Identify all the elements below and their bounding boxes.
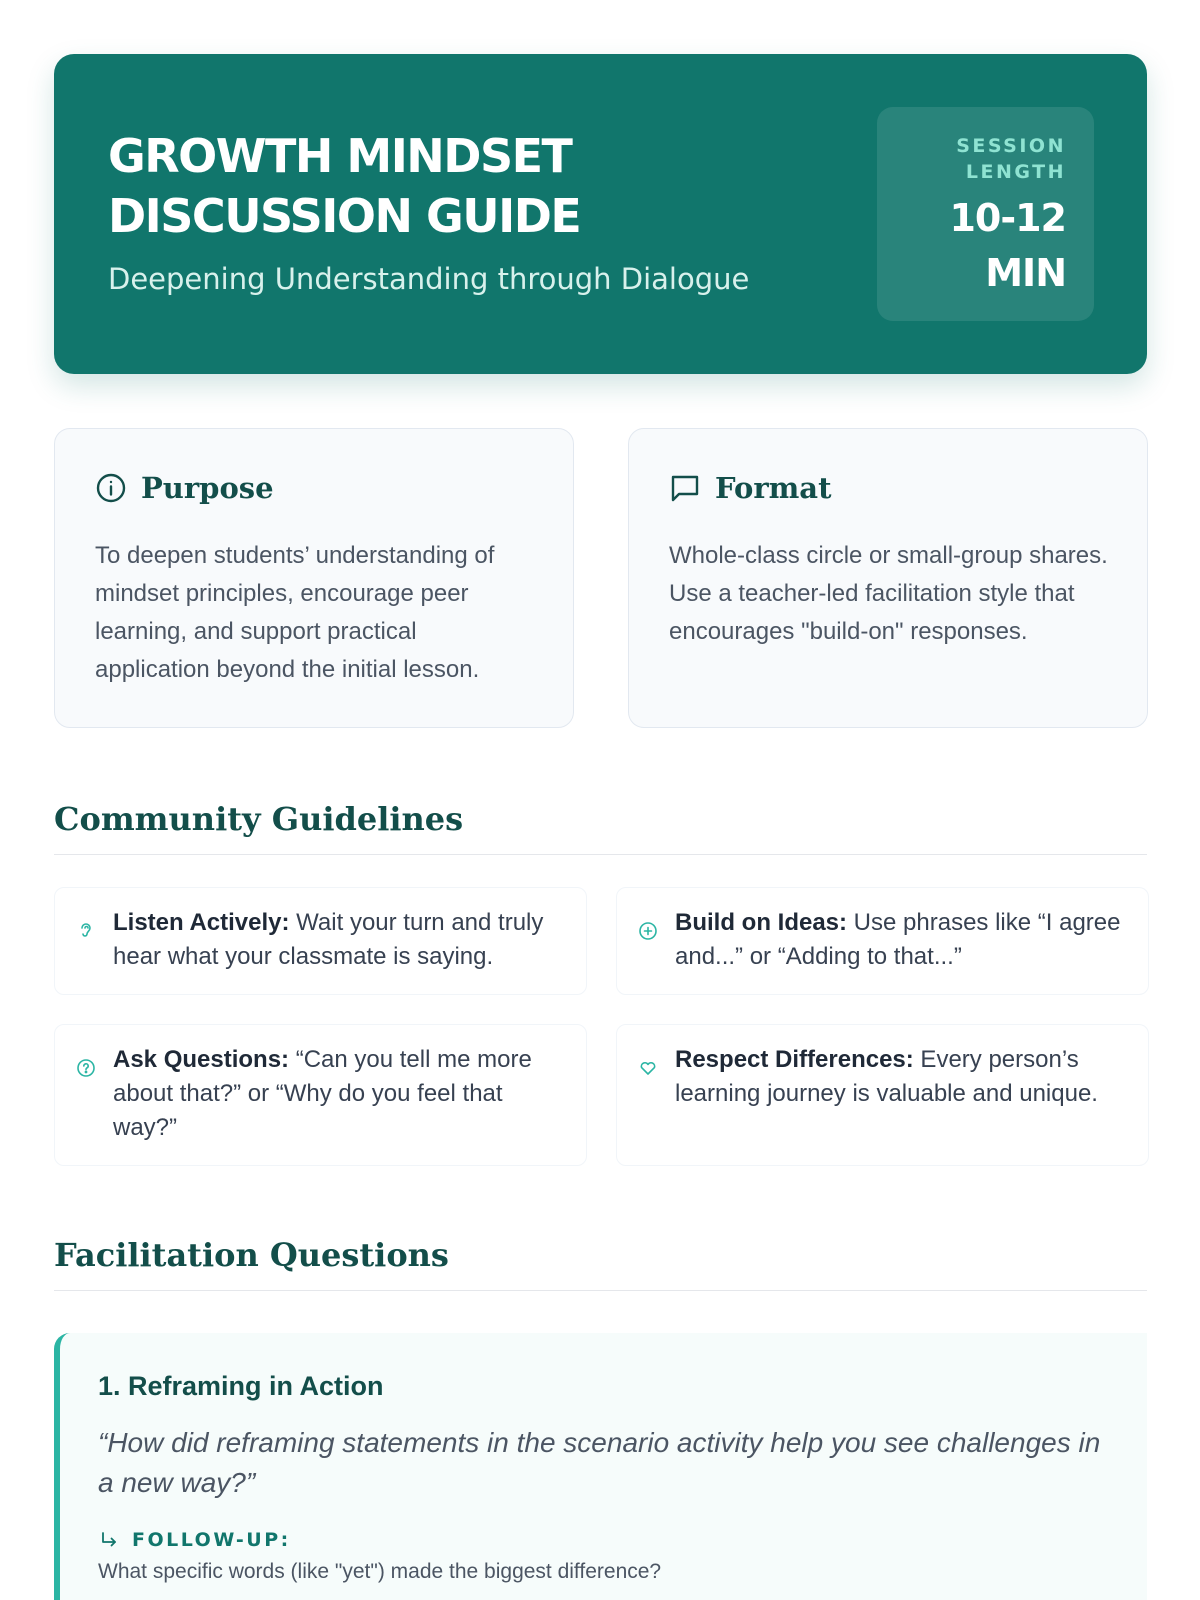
format-card — [628, 428, 1148, 728]
facilitation-questions-heading: Facilitation Questions — [54, 1236, 1147, 1291]
page-subtitle: Deepening Understanding through Dialogue — [108, 262, 750, 296]
session-label-line1: SESSION — [956, 135, 1066, 157]
guideline-respect-differences — [616, 1024, 1149, 1166]
format-card-header — [669, 471, 832, 505]
guideline-description: Every person’s learning journey is valuable and unique. — [675, 1046, 1098, 1107]
guideline-listen-actively — [54, 887, 587, 995]
guideline-text — [675, 1043, 1128, 1111]
session-value-line2: MIN — [985, 251, 1066, 295]
header-banner — [54, 54, 1147, 374]
page-title: GROWTH MINDSET DISCUSSION GUIDE — [108, 129, 581, 243]
guideline-description: “Can you tell me more about that?” or “Why do you feel that way?” — [113, 1046, 532, 1141]
guideline-build-on-ideas — [616, 887, 1149, 995]
question-quote: “How did reframing statements in the scenario activity help you see challenges in a new way?” — [98, 1427, 1101, 1498]
purpose-body: To deepen students’ understanding of mindset principles, encourage peer learning, and support practical application beyond the initial lesson. — [95, 542, 495, 683]
chat-bubble-icon — [669, 472, 701, 504]
heart-icon — [637, 1057, 659, 1079]
format-title: Format — [715, 471, 832, 505]
session-value-line1: 10-12 — [949, 196, 1066, 240]
guideline-description: Wait your turn and truly hear what your classmate is saying. — [113, 909, 544, 970]
guideline-text — [113, 1043, 566, 1145]
session-label-line2: LENGTH — [965, 161, 1066, 183]
guideline-label: Respect Differences: — [675, 1046, 914, 1073]
guideline-ask-questions — [54, 1024, 587, 1166]
plus-circle-icon — [637, 920, 659, 942]
question-circle-icon — [75, 1057, 97, 1079]
purpose-card — [54, 428, 574, 728]
ear-icon — [75, 920, 97, 942]
guideline-label: Listen Actively: — [113, 909, 290, 936]
community-guidelines-heading: Community Guidelines — [54, 800, 1147, 855]
follow-up-label: FOLLOW-UP: — [132, 1529, 291, 1551]
return-arrow-icon — [98, 1529, 120, 1551]
format-body: Whole-class circle or small-group shares. Use a teacher-led facilitation style that encourages "build-on" responses. — [669, 542, 1108, 645]
question-title: 1. Reframing in Action — [98, 1371, 384, 1401]
purpose-title: Purpose — [141, 471, 274, 505]
guideline-label: Ask Questions: — [113, 1046, 290, 1073]
guideline-text — [675, 906, 1128, 974]
guideline-description: Use phrases like “I agree and...” or “Adding to that...” — [675, 909, 1121, 970]
guideline-text — [113, 906, 566, 974]
guideline-label: Build on Ideas: — [675, 909, 848, 936]
question-card — [54, 1333, 1147, 1600]
follow-up-label-row — [98, 1529, 291, 1551]
info-icon — [95, 472, 127, 504]
purpose-card-header — [95, 471, 274, 505]
follow-up-text: What specific words (like "yet") made the biggest difference? — [98, 1560, 662, 1583]
session-length-badge — [877, 107, 1094, 321]
